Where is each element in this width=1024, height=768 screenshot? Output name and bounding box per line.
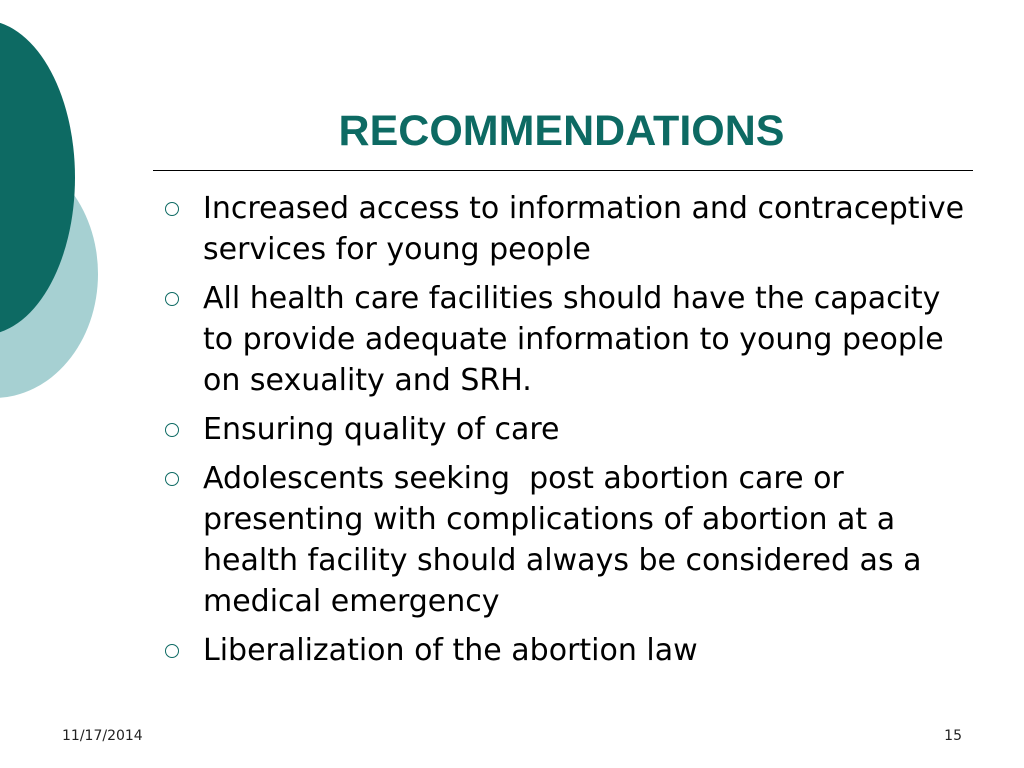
hollow-circle-bullet-icon — [165, 472, 179, 486]
bullet-item — [162, 458, 972, 622]
title-divider — [153, 170, 973, 171]
page-number: 15 — [944, 728, 962, 744]
bullet-text: Ensuring quality of care — [203, 412, 560, 447]
bullet-text: Liberalization of the abortion law — [203, 633, 698, 668]
bullet-list — [162, 188, 972, 679]
bullet-text: Increased access to information and contraceptive services for young people — [203, 191, 965, 267]
hollow-circle-bullet-icon — [165, 202, 179, 216]
bullet-item — [162, 188, 972, 270]
bullet-item — [162, 409, 972, 450]
bullet-item — [162, 278, 972, 401]
hollow-circle-bullet-icon — [165, 292, 179, 306]
slide-title: RECOMMENDATIONS — [338, 107, 785, 155]
hollow-circle-bullet-icon — [165, 423, 179, 437]
bullet-text: All health care facilities should have the capacity to provide adequate information to young people on sexuality and SRH. — [203, 281, 944, 398]
bullet-item — [162, 630, 972, 671]
hollow-circle-bullet-icon — [165, 644, 179, 658]
bullet-text: Adolescents seeking post abortion care or presenting with complications of abortion at a health facility should always be considered as a medical emergency — [203, 461, 932, 619]
footer-date: 11/17/2014 — [62, 728, 143, 744]
